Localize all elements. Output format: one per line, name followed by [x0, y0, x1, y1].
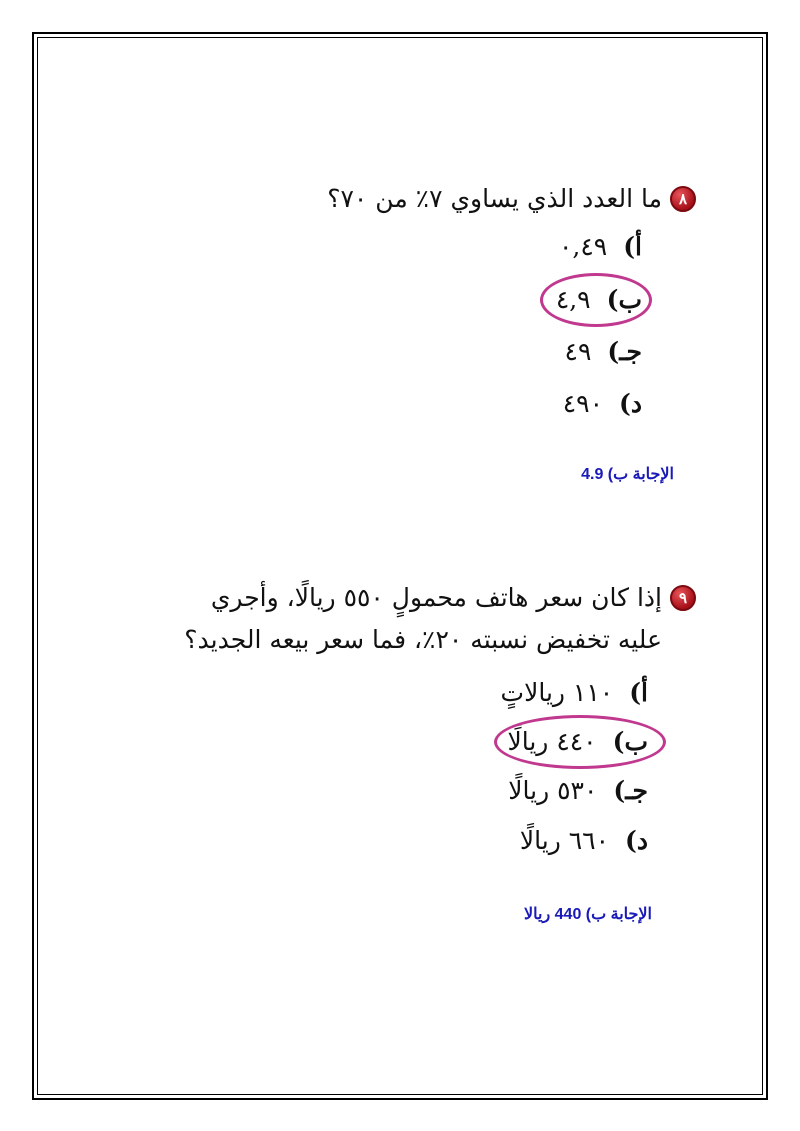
option-c: [508, 771, 648, 811]
correct-answer-circle: [494, 715, 666, 769]
option-letter: أ): [629, 678, 648, 707]
answer-text: الإجابة ب) 4.9: [581, 466, 674, 483]
option-a: [559, 227, 642, 267]
option-letter: د): [619, 389, 642, 418]
option-d: [520, 821, 648, 861]
question-text-line1: إذا كان سعر هاتف محمولٍ ٥٥٠ ريالًا، وأجري: [210, 583, 662, 612]
question-number-badge: ٩: [670, 585, 696, 611]
question-text-line2: عليه تخفيض نسبته ٢٠٪، فما سعر بيعه الجديد؟: [184, 625, 662, 654]
answer-text: الإجابة ب) 440 ريالا: [524, 906, 652, 923]
option-value: ٤,٩: [555, 285, 591, 314]
option-a: [501, 673, 648, 713]
option-letter: جـ): [613, 776, 648, 805]
option-value: ٦٦٠ ريالًا: [519, 826, 610, 855]
option-value: ٥٣٠ ريالًا: [508, 776, 598, 805]
option-letter: ب): [606, 285, 642, 314]
option-value: ٠,٤٩: [558, 232, 608, 261]
question-text: ما العدد الذي يساوي ٧٪ من ٧٠؟: [327, 184, 662, 213]
option-c: [565, 332, 642, 372]
option-value: ٤٤٠ ريالًا: [507, 727, 597, 756]
option-letter: أ): [623, 232, 642, 261]
correct-answer-circle: [540, 273, 652, 327]
question-9: [184, 577, 696, 661]
question-8: [327, 178, 696, 220]
option-letter: ب): [612, 727, 648, 756]
option-letter: جـ): [607, 337, 642, 366]
option-value: ١١٠ ريالاتٍ: [500, 678, 614, 707]
option-letter: د): [625, 826, 648, 855]
question-number-badge: ٨: [670, 186, 696, 212]
option-value: ٤٩٠: [562, 389, 604, 418]
option-value: ٤٩: [564, 337, 592, 366]
option-d: [563, 384, 642, 424]
